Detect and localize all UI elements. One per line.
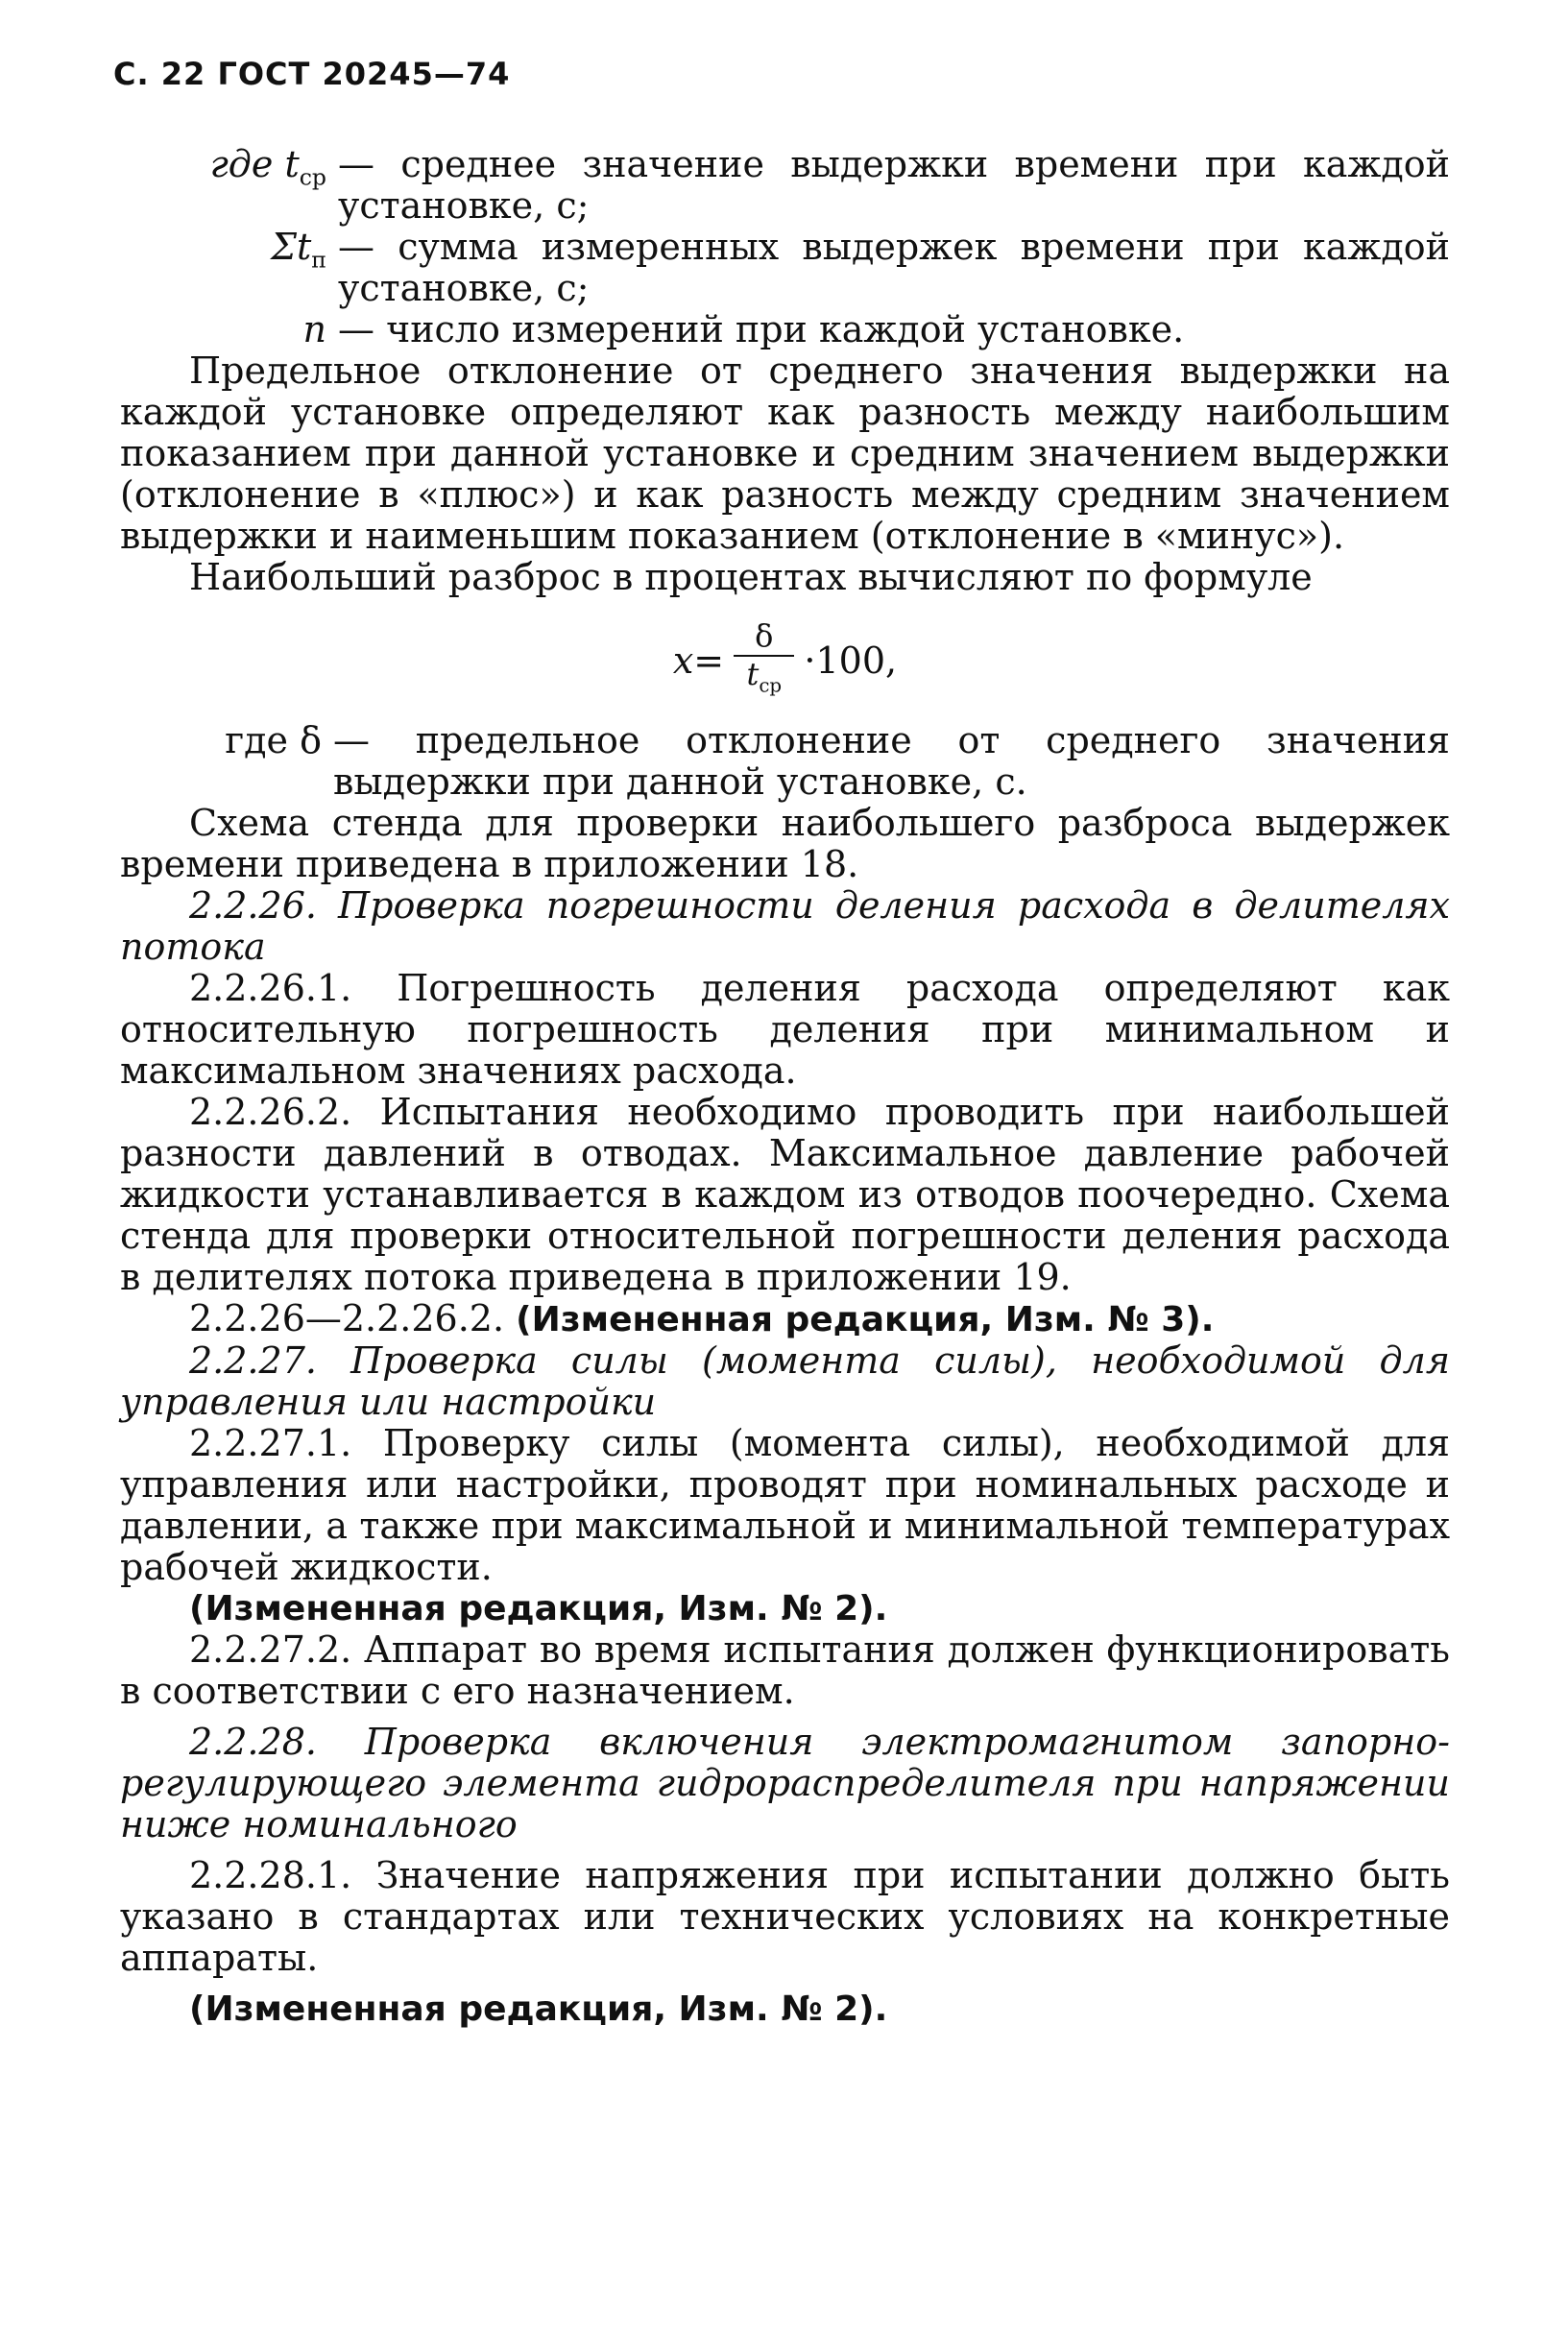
definition-n bbox=[120, 309, 1450, 350]
section-2-2-27-1: 2.2.27.1. Проверку силы (момента силы), необходимой для управления или настройки, проводят при номинальных расходе и давлении, а также при максимальной и минимальной температурах рабочей жидкости. bbox=[120, 1422, 1450, 1588]
paragraph-deviation: Предельное отклонение от среднего значения выдержки на каждой установке определяют как разность между наибольшим показанием при данной установке и средним значением выдержки (отклонение в «плюс») и как разность между средним значением выдержки и наименьшим показанием (отклонение в «минус»). bbox=[120, 350, 1450, 557]
section-2-2-26-amendment: 2.2.26—2.2.26.2. (Измененная редакция, Изм. № 3). bbox=[189, 1297, 1215, 1339]
section-2-2-28-amendment: (Измененная редакция, Изм. № 2). bbox=[189, 1989, 888, 2029]
definition-term: n bbox=[302, 308, 326, 350]
section-2-2-28-1: 2.2.28.1. Значение напряжения при испытании должно быть указано в стандартах или технических условиях на конкретные аппараты. bbox=[120, 1854, 1450, 1979]
definition-sum-t bbox=[120, 227, 1450, 309]
formula-spread bbox=[120, 606, 1450, 716]
definition-delta bbox=[120, 720, 1450, 803]
section-2-2-27-2: 2.2.27.2. Аппарат во время испытания должен функционировать в соответствии с его назначением. bbox=[120, 1628, 1450, 1712]
formula-numerator: δ bbox=[734, 618, 794, 657]
formula-rhs: ·100, bbox=[804, 639, 898, 682]
page-header: С. 22 ГОСТ 20245—74 bbox=[113, 56, 511, 92]
section-2-2-27-title: 2.2.27. Проверка силы (момента силы), необходимой для управления или настройки bbox=[120, 1339, 1450, 1423]
definition-desc: — предельное отклонение от среднего значения выдержки при данной установке, с. bbox=[333, 719, 1450, 803]
definition-desc: — среднее значение выдержки времени при каждой установке, с; bbox=[338, 143, 1450, 227]
paragraph-spread-intro: Наибольший разброс в процентах вычисляют по формуле bbox=[189, 556, 1313, 598]
definition-term: $\Sigma t_п$ bbox=[271, 226, 326, 274]
formula-denominator: $t_{ср}$ bbox=[746, 656, 783, 697]
definition-desc: — число измерений при каждой установке. bbox=[338, 308, 1185, 350]
section-2-2-28-title: 2.2.28. Проверка включения электромагнитом запорно-регулирующего элемента гидрораспределителя при напряжении ниже номинального bbox=[120, 1721, 1450, 1845]
paragraph-scheme-18: Схема стенда для проверки наибольшего разброса выдержек времени приведена в приложении 18. bbox=[120, 802, 1450, 885]
definition-t-avg bbox=[120, 144, 1450, 227]
section-2-2-26-title: 2.2.26. Проверка погрешности деления расхода в делителях потока bbox=[120, 884, 1450, 968]
definition-term: где $t_{ср}$ bbox=[209, 143, 326, 191]
document-body bbox=[120, 144, 1450, 2030]
formula-lhs: x= bbox=[672, 639, 725, 682]
formula-fraction bbox=[734, 618, 794, 703]
section-2-2-26-1: 2.2.26.1. Погрешность деления расхода определяют как относительную погрешность деления при минимальном и максимальном значениях расхода. bbox=[120, 967, 1450, 1092]
section-2-2-27-1-amendment: (Измененная редакция, Изм. № 2). bbox=[189, 1589, 888, 1628]
section-2-2-26-2: 2.2.26.2. Испытания необходимо проводить при наибольшей разности давлений в отводах. Максимальное давление рабочей жидкости устанавливается в каждом из отводов поочередно. Схема стенда для проверки относительной погрешности деления расхода в делителях потока приведена в приложении 19. bbox=[120, 1091, 1450, 1298]
definition-desc: — сумма измеренных выдержек времени при каждой установке, с; bbox=[338, 226, 1450, 309]
definition-term: где δ bbox=[225, 719, 322, 761]
